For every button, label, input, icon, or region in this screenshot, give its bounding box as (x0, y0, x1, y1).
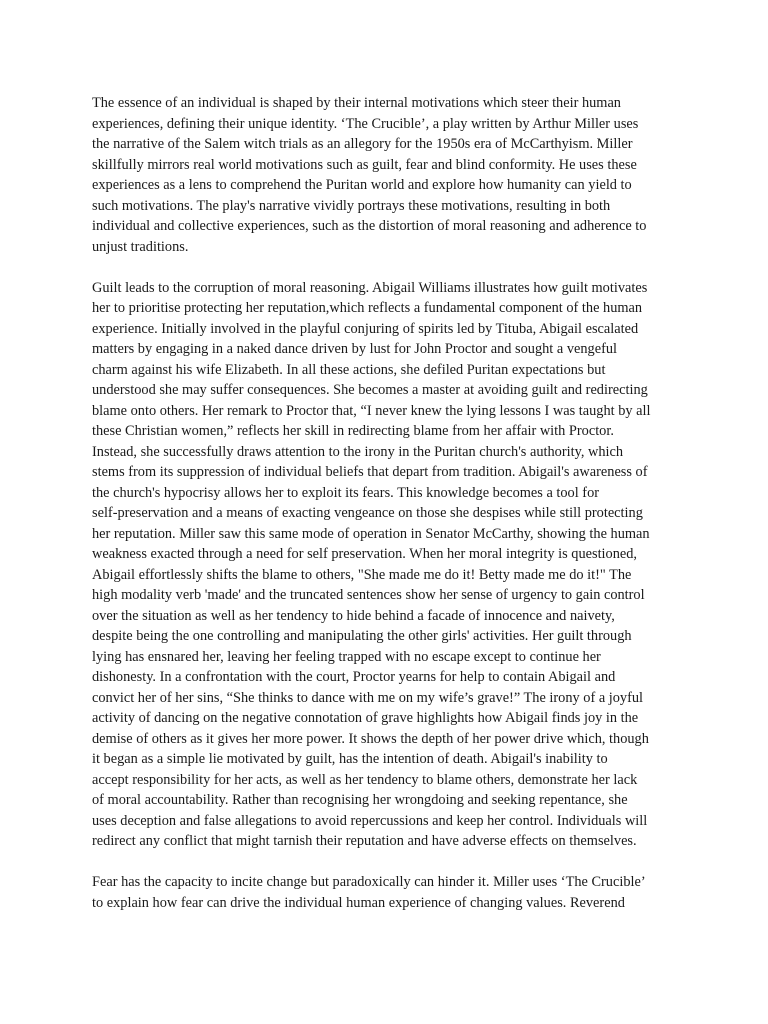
paragraph-introduction (92, 93, 692, 257)
text-line: such motivations. The play's narrative vividly portrays these motivations, resulting in both (92, 197, 611, 214)
text-line: her reputation. Miller saw this same mode of operation in Senator McCarthy, showing the human (92, 525, 650, 542)
text-line: convict her of her sins, “She thinks to dance with me on my wife’s grave!” The irony of a joyful (92, 689, 644, 706)
text-line: to explain how fear can drive the individual human experience of changing values. Reverend (92, 894, 625, 911)
document-page (92, 93, 692, 934)
text-line: the church's hypocrisy allows her to exploit its fears. This knowledge becomes a tool for (92, 484, 600, 501)
text-line: unjust traditions. (92, 238, 189, 255)
text-line: weakness exacted through a need for self preservation. When her moral integrity is questioned, (92, 546, 638, 562)
text-line: Guilt leads to the corruption of moral reasoning. Abigail Williams illustrates how guilt motivates (92, 279, 648, 296)
text-line: accept responsibility for her acts, as well as her tendency to blame others, demonstrate her lack (92, 771, 638, 788)
text-line: these Christian women,” reflects her skill in redirecting blame from her affair with Proctor. (92, 423, 614, 439)
text-line: charm against his wife Elizabeth. In all these actions, she defiled Puritan expectations but (92, 361, 606, 378)
text-line: it began as a simple lie motivated by guilt, has the intention of death. Abigail's inability to (92, 751, 608, 767)
text-line: uses deception and false allegations to avoid repercussions and keep her control. Individuals will (92, 812, 648, 829)
text-line: demise of others as it gives her more power. It shows the depth of her power drive which, though (92, 730, 649, 747)
text-line: of moral accountability. Rather than recognising her wrongdoing and seeking repentance, she (92, 792, 628, 808)
text-line: Fear has the capacity to incite change but paradoxically can hinder it. Miller uses ‘The Crucible’ (92, 874, 646, 890)
text-line: experiences, defining their unique identity. ‘The Crucible’, a play written by Arthur Miller uses (92, 115, 639, 132)
text-line: matters by engaging in a naked dance driven by lust for John Proctor and sought a vengeful (92, 341, 618, 357)
text-line: experiences as a lens to comprehend the Puritan world and explore how humanity can yield to (92, 177, 632, 193)
text-line: individual and collective experiences, such as the distortion of moral reasoning and adherence to (92, 218, 647, 234)
text-line: over the situation as well as her tendency to hide behind a facade of innocence and naivety, (92, 607, 615, 624)
text-line: understood she may suffer consequences. She becomes a master at avoiding guilt and redirecting (92, 382, 648, 398)
text-line: Instead, she successfully draws attention to the irony in the Puritan church's authority, which (92, 443, 624, 460)
paragraph-guilt (92, 278, 692, 852)
text-line: her to prioritise protecting her reputation,which reflects a fundamental component of the human (92, 300, 643, 316)
text-line: high modality verb 'made' and the truncated sentences show her sense of urgency to gain control (92, 587, 645, 603)
text-line: dishonesty. In a confrontation with the court, Proctor yearns for help to contain Abigail and (92, 669, 616, 685)
text-line: despite being the one controlling and manipulating the other girls' activities. Her guilt through (92, 628, 632, 644)
paragraph-fear (92, 872, 692, 913)
text-line: self-preservation and a means of exacting vengeance on those she despises while still protecting (92, 505, 643, 521)
text-line: experience. Initially involved in the playful conjuring of spirits led by Tituba, Abigail escalated (92, 320, 639, 337)
text-line: skillfully mirrors real world motivations such as guilt, fear and blind conformity. He uses these (92, 156, 637, 173)
text-line: Abigail effortlessly shifts the blame to others, "She made me do it! Betty made me do it!" The (92, 566, 632, 583)
text-line: activity of dancing on the negative connotation of grave highlights how Abigail finds joy in the (92, 710, 639, 726)
text-line: redirect any conflict that might tarnish their reputation and have adverse effects on themselves. (92, 833, 637, 849)
text-line: lying has ensnared her, leaving her feeling trapped with no escape except to continue her (92, 648, 601, 665)
text-line: stems from its suppression of individual beliefs that depart from tradition. Abigail's awareness of (92, 464, 648, 480)
text-line: the narrative of the Salem witch trials as an allegory for the 1950s era of McCarthyism. Miller (92, 136, 633, 152)
text-line: The essence of an individual is shaped by their internal motivations which steer their human (92, 95, 621, 111)
text-line: blame onto others. Her remark to Proctor that, “I never knew the lying lessons I was taught by all (92, 402, 651, 419)
